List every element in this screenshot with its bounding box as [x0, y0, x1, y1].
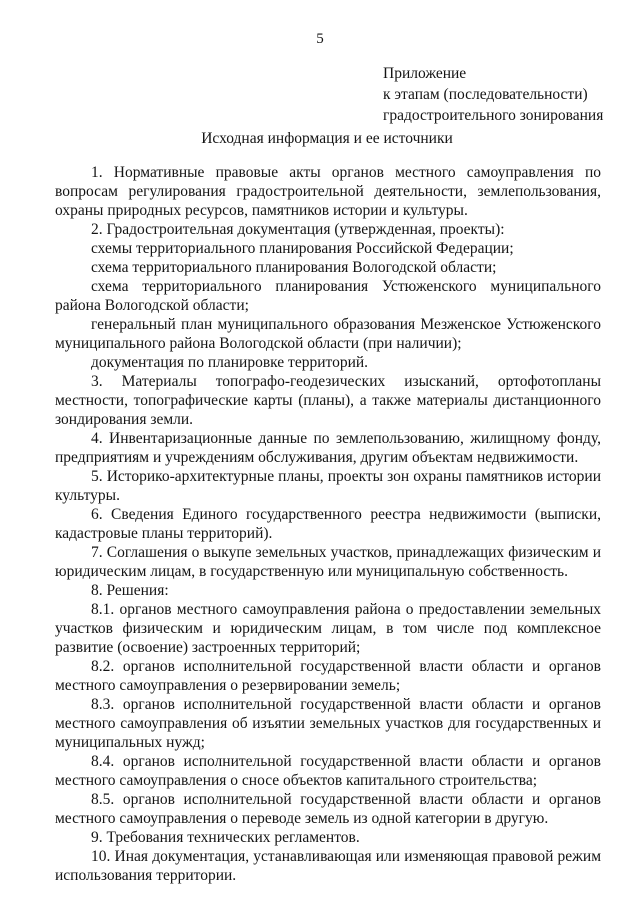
appendix-heading: [383, 63, 603, 126]
page-number: 5: [316, 31, 324, 47]
appendix-line-2: к этапам (последовательности): [383, 86, 588, 103]
document-body: [55, 163, 601, 885]
paragraph-8-3: 8.3. органов исполнительной государственной власти области и органов местного самоуправления об изъятии земельных участков для государственных и муниципальных нужд;: [55, 696, 601, 751]
appendix-line-1: Приложение: [383, 65, 467, 82]
paragraph-6: 6. Сведения Единого государственного реестра недвижимости (выписки, кадастровые планы территорий).: [55, 506, 601, 542]
paragraph-2-item-1: схемы территориального планирования Российской Федерации;: [91, 240, 514, 257]
paragraph-2: 2. Градостроительная документация (утвержденная, проекты):: [91, 221, 505, 238]
paragraph-8-2: 8.2. органов исполнительной государственной власти области и органов местного самоуправления о резервировании земель;: [55, 658, 601, 694]
paragraph-2-item-5: документация по планировке территорий.: [91, 354, 369, 371]
paragraph-4: 4. Инвентаризационные данные по землепользованию, жилищному фонду, предприятиям и учреждениям обслуживания, другим объектам недвижимости.: [55, 430, 601, 466]
appendix-line-3: градостроительного зонирования: [383, 107, 604, 124]
document-title: Исходная информация и ее источники: [201, 130, 453, 147]
paragraph-2-item-4: генеральный план муниципального образования Мезженское Устюженского муниципального района Вологодской области (при наличии);: [55, 316, 601, 352]
paragraph-8: 8. Решения:: [91, 582, 169, 599]
paragraph-8-1: 8.1. органов местного самоуправления района о предоставлении земельных участков физическим и юридическим лицам, в том числе под комплексное развитие (освоение) застроенных территорий;: [55, 601, 601, 656]
paragraph-2-item-2: схема территориального планирования Вологодской области;: [91, 259, 497, 276]
paragraph-2-item-3: схема территориального планирования Устюженского муниципального района Вологодской области;: [55, 278, 601, 314]
paragraph-1: 1. Нормативные правовые акты органов местного самоуправления по вопросам регулирования градостроительной деятельности, землепользования, охраны природных ресурсов, памятников истории и культуры.: [55, 164, 601, 219]
paragraph-8-5: 8.5. органов исполнительной государственной власти области и органов местного самоуправления о переводе земель из одной категории в другую.: [55, 791, 601, 827]
paragraph-10: 10. Иная документация, устанавливающая или изменяющая правовой режим использования территории.: [55, 848, 601, 884]
paragraph-3: 3. Материалы топографо-геодезических изысканий, ортофотопланы местности, топографические карты (планы), а также материалы дистанционного зондирования земли.: [55, 373, 601, 428]
paragraph-9: 9. Требования технических регламентов.: [91, 829, 360, 846]
paragraph-8-4: 8.4. органов исполнительной государственной власти области и органов местного самоуправления о сносе объектов капитального строительства;: [55, 753, 601, 789]
paragraph-5: 5. Историко-архитектурные планы, проекты зон охраны памятников истории культуры.: [55, 468, 601, 504]
paragraph-7: 7. Соглашения о выкупе земельных участков, принадлежащих физическим и юридическим лицам, в государственную или муниципальную собственность.: [55, 544, 601, 580]
